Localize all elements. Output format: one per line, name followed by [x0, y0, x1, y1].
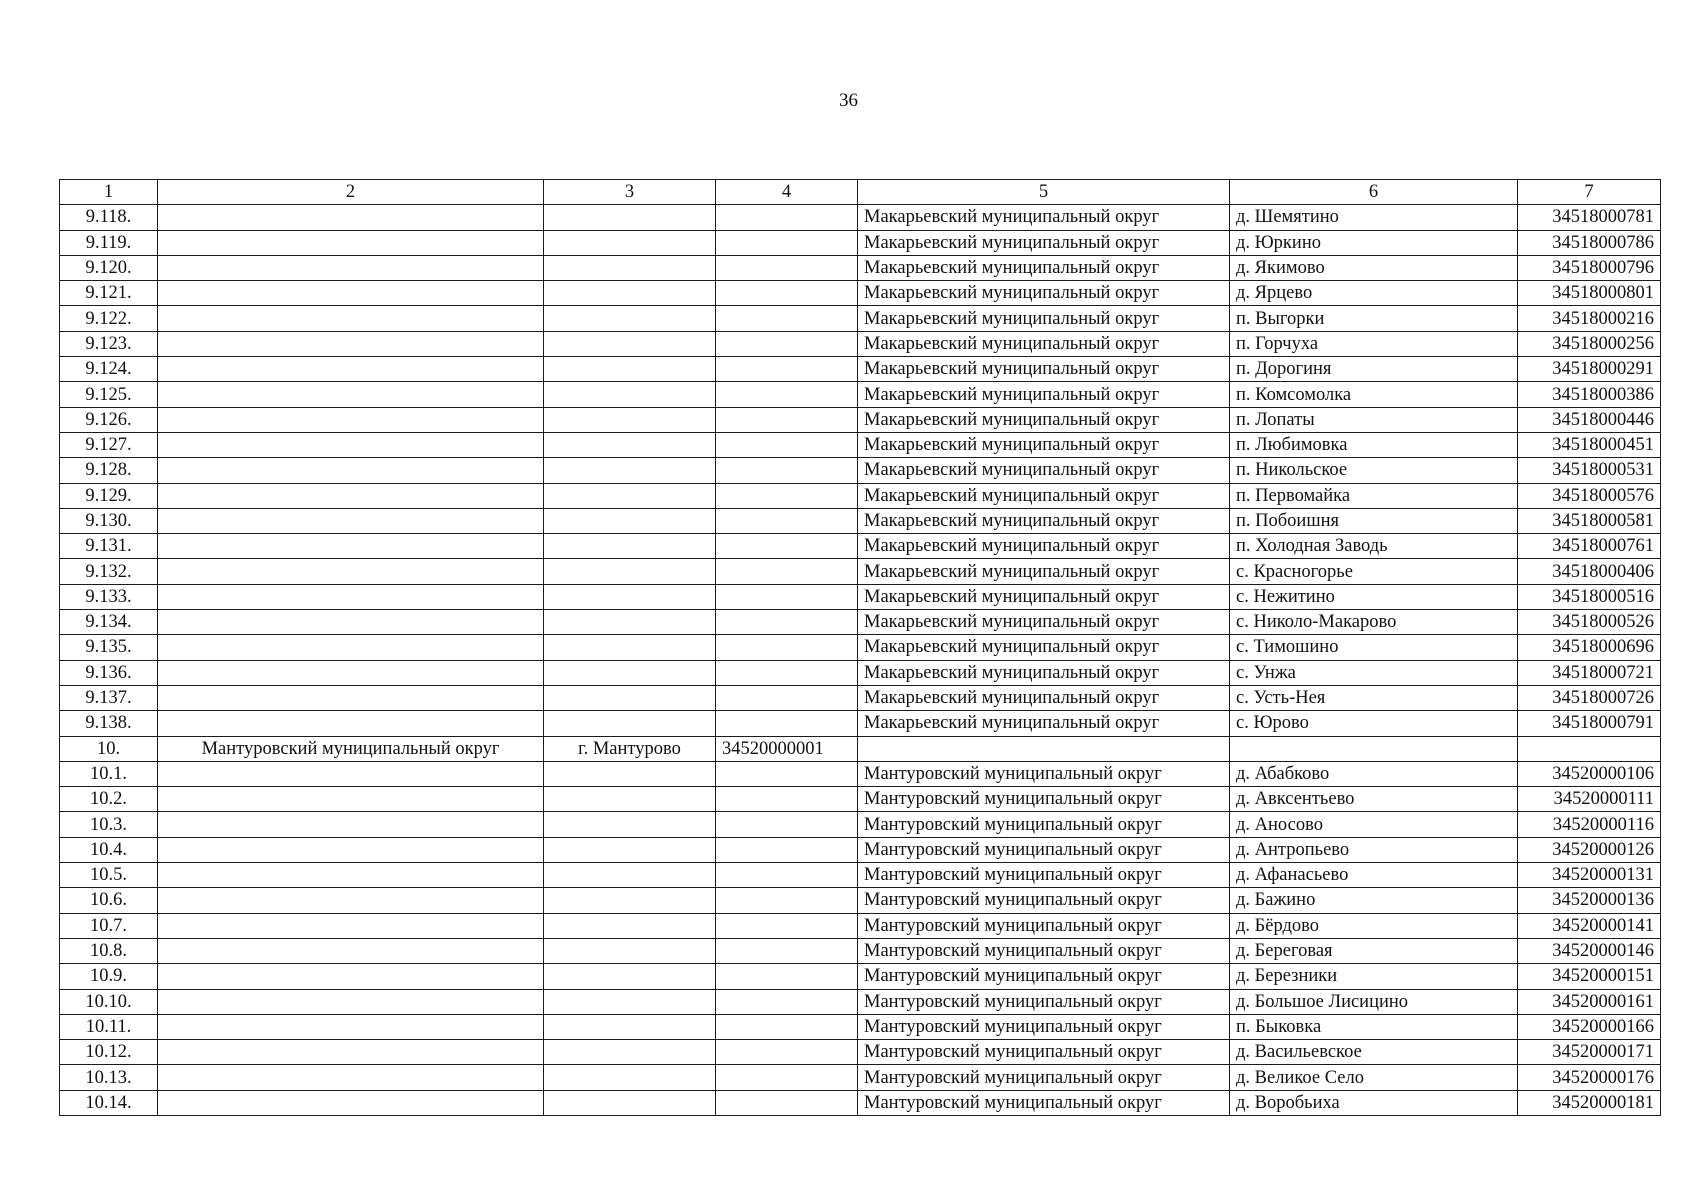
center-code-cell [716, 989, 858, 1014]
district-cell [158, 635, 544, 660]
row-number-cell: 9.125. [60, 382, 158, 407]
center-cell [544, 964, 716, 989]
center-cell [544, 1014, 716, 1039]
settlement-cell: д. Якимово [1230, 255, 1518, 280]
center-cell [544, 989, 716, 1014]
settlement-cell: с. Унжа [1230, 660, 1518, 685]
row-number-cell: 9.129. [60, 483, 158, 508]
oktmo-code-cell: 34518000761 [1518, 534, 1661, 559]
district-cell [158, 508, 544, 533]
municipality-cell: Макарьевский муниципальный округ [858, 635, 1230, 660]
settlement-cell: п. Лопаты [1230, 407, 1518, 432]
center-code-cell [716, 458, 858, 483]
table-row [60, 736, 1661, 761]
center-cell [544, 357, 716, 382]
municipality-cell: Мантуровский муниципальный округ [858, 964, 1230, 989]
oktmo-code-cell: 34518000451 [1518, 432, 1661, 457]
district-cell [158, 432, 544, 457]
settlement-cell: п. Горчуха [1230, 331, 1518, 356]
center-code-cell: 34520000001 [716, 736, 858, 761]
center-code-cell [716, 1014, 858, 1039]
district-cell [158, 230, 544, 255]
district-cell [158, 357, 544, 382]
settlement-cell: п. Быковка [1230, 1014, 1518, 1039]
center-cell [544, 559, 716, 584]
center-code-cell [716, 306, 858, 331]
center-code-cell [716, 205, 858, 230]
table-row [60, 331, 1661, 356]
table-row [60, 534, 1661, 559]
center-code-cell [716, 483, 858, 508]
center-code-cell [716, 1040, 858, 1065]
settlement-cell: п. Холодная Заводь [1230, 534, 1518, 559]
district-cell [158, 331, 544, 356]
center-cell [544, 458, 716, 483]
settlement-cell: д. Бёрдово [1230, 913, 1518, 938]
district-cell [158, 407, 544, 432]
table-row [60, 812, 1661, 837]
oktmo-code-cell: 34520000161 [1518, 989, 1661, 1014]
oktmo-code-cell: 34518000786 [1518, 230, 1661, 255]
table-row [60, 407, 1661, 432]
settlement-cell: д. Большое Лисицино [1230, 989, 1518, 1014]
center-cell [544, 432, 716, 457]
center-code-cell [716, 584, 858, 609]
settlement-cell: с. Усть-Нея [1230, 685, 1518, 710]
table-row [60, 432, 1661, 457]
table-row [60, 255, 1661, 280]
table-row [60, 1040, 1661, 1065]
row-number-cell: 9.126. [60, 407, 158, 432]
settlement-cell: д. Абабково [1230, 761, 1518, 786]
district-cell [158, 1040, 544, 1065]
oktmo-code-cell: 34518000516 [1518, 584, 1661, 609]
center-cell [544, 281, 716, 306]
district-cell [158, 989, 544, 1014]
municipality-cell: Макарьевский муниципальный округ [858, 559, 1230, 584]
table-row [60, 989, 1661, 1014]
oktmo-code-cell: 34518000801 [1518, 281, 1661, 306]
oktmo-code-cell: 34520000116 [1518, 812, 1661, 837]
center-code-cell [716, 508, 858, 533]
table-row [60, 685, 1661, 710]
oktmo-code-cell: 34518000726 [1518, 685, 1661, 710]
row-number-cell: 9.123. [60, 331, 158, 356]
municipality-cell: Макарьевский муниципальный округ [858, 331, 1230, 356]
center-code-cell [716, 255, 858, 280]
row-number-cell: 9.122. [60, 306, 158, 331]
center-cell [544, 711, 716, 736]
center-cell [544, 913, 716, 938]
row-number-cell: 9.130. [60, 508, 158, 533]
settlement-cell: п. Выгорки [1230, 306, 1518, 331]
oktmo-code-cell: 34518000581 [1518, 508, 1661, 533]
column-header: 6 [1230, 180, 1518, 205]
table-row [60, 205, 1661, 230]
row-number-cell: 9.120. [60, 255, 158, 280]
district-cell [158, 863, 544, 888]
municipality-cell: Макарьевский муниципальный округ [858, 508, 1230, 533]
settlement-cell: д. Юркино [1230, 230, 1518, 255]
table-row [60, 483, 1661, 508]
district-cell [158, 281, 544, 306]
municipality-cell: Мантуровский муниципальный округ [858, 1065, 1230, 1090]
district-cell [158, 938, 544, 963]
municipality-cell: Макарьевский муниципальный округ [858, 610, 1230, 635]
municipality-cell: Макарьевский муниципальный округ [858, 432, 1230, 457]
table-row [60, 281, 1661, 306]
district-cell [158, 787, 544, 812]
center-code-cell [716, 711, 858, 736]
center-code-cell [716, 1090, 858, 1115]
municipality-cell: Макарьевский муниципальный округ [858, 584, 1230, 609]
center-code-cell [716, 812, 858, 837]
municipality-cell: Мантуровский муниципальный округ [858, 837, 1230, 862]
oktmo-code-cell: 34520000166 [1518, 1014, 1661, 1039]
settlement-cell: д. Антропьево [1230, 837, 1518, 862]
oktmo-code-cell: 34518000791 [1518, 711, 1661, 736]
table-row [60, 230, 1661, 255]
municipality-cell: Макарьевский муниципальный округ [858, 382, 1230, 407]
center-cell [544, 863, 716, 888]
table-row [60, 938, 1661, 963]
center-cell [544, 205, 716, 230]
municipality-cell: Макарьевский муниципальный округ [858, 205, 1230, 230]
row-number-cell: 10.1. [60, 761, 158, 786]
oktmo-code-cell: 34520000181 [1518, 1090, 1661, 1115]
oktmo-code-cell: 34520000151 [1518, 964, 1661, 989]
center-cell [544, 635, 716, 660]
center-cell [544, 584, 716, 609]
center-cell [544, 888, 716, 913]
oktmo-code-cell: 34520000131 [1518, 863, 1661, 888]
settlement-cell: д. Береговая [1230, 938, 1518, 963]
row-number-cell: 9.135. [60, 635, 158, 660]
oktmo-code-cell: 34518000721 [1518, 660, 1661, 685]
municipality-cell: Мантуровский муниципальный округ [858, 787, 1230, 812]
municipality-cell: Макарьевский муниципальный округ [858, 407, 1230, 432]
district-cell [158, 1014, 544, 1039]
district-cell [158, 1065, 544, 1090]
municipality-cell: Мантуровский муниципальный округ [858, 1040, 1230, 1065]
center-cell [544, 837, 716, 862]
center-code-cell [716, 281, 858, 306]
center-cell [544, 306, 716, 331]
oktmo-code-cell: 34518000526 [1518, 610, 1661, 635]
center-cell [544, 534, 716, 559]
district-cell [158, 584, 544, 609]
row-number-cell: 9.134. [60, 610, 158, 635]
district-cell [158, 559, 544, 584]
center-cell [544, 787, 716, 812]
table-row [60, 458, 1661, 483]
municipality-cell: Мантуровский муниципальный округ [858, 989, 1230, 1014]
center-code-cell [716, 610, 858, 635]
row-number-cell: 9.118. [60, 205, 158, 230]
district-cell [158, 761, 544, 786]
center-code-cell [716, 913, 858, 938]
oktmo-code-cell: 34518000291 [1518, 357, 1661, 382]
oktmo-code-cell: 34518000796 [1518, 255, 1661, 280]
center-cell [544, 407, 716, 432]
oktmo-code-cell: 34520000146 [1518, 938, 1661, 963]
row-number-cell: 10.4. [60, 837, 158, 862]
center-cell [544, 685, 716, 710]
settlement-cell: с. Юрово [1230, 711, 1518, 736]
municipality-cell: Макарьевский муниципальный округ [858, 357, 1230, 382]
municipality-cell [858, 736, 1230, 761]
municipality-cell: Мантуровский муниципальный округ [858, 938, 1230, 963]
table-row [60, 888, 1661, 913]
oktmo-code-cell: 34518000531 [1518, 458, 1661, 483]
district-cell [158, 610, 544, 635]
settlement-cell: с. Красногорье [1230, 559, 1518, 584]
settlement-cell: п. Никольское [1230, 458, 1518, 483]
district-cell [158, 1090, 544, 1115]
settlement-cell: д. Бажино [1230, 888, 1518, 913]
center-cell [544, 508, 716, 533]
municipality-cell: Макарьевский муниципальный округ [858, 685, 1230, 710]
row-number-cell: 10.2. [60, 787, 158, 812]
row-number-cell: 10.14. [60, 1090, 158, 1115]
center-cell [544, 1090, 716, 1115]
settlement-cell: д. Березники [1230, 964, 1518, 989]
municipality-cell: Мантуровский муниципальный округ [858, 863, 1230, 888]
oktmo-code-cell: 34518000256 [1518, 331, 1661, 356]
center-code-cell [716, 888, 858, 913]
oktmo-code-cell [1518, 736, 1661, 761]
district-cell [158, 205, 544, 230]
column-header: 7 [1518, 180, 1661, 205]
settlement-cell: п. Комсомолка [1230, 382, 1518, 407]
settlement-cell: п. Дорогиня [1230, 357, 1518, 382]
district-cell [158, 255, 544, 280]
oktmo-code-cell: 34520000171 [1518, 1040, 1661, 1065]
table-row [60, 584, 1661, 609]
settlement-cell: п. Побоишня [1230, 508, 1518, 533]
oktmo-code-cell: 34520000176 [1518, 1065, 1661, 1090]
settlement-cell: д. Воробьиха [1230, 1090, 1518, 1115]
row-number-cell: 9.137. [60, 685, 158, 710]
municipality-cell: Макарьевский муниципальный округ [858, 711, 1230, 736]
center-code-cell [716, 863, 858, 888]
center-cell [544, 1040, 716, 1065]
oktmo-code-cell: 34518000576 [1518, 483, 1661, 508]
column-header: 3 [544, 180, 716, 205]
column-header: 5 [858, 180, 1230, 205]
municipality-cell: Мантуровский муниципальный округ [858, 812, 1230, 837]
district-cell [158, 685, 544, 710]
center-code-cell [716, 787, 858, 812]
oktmo-code-cell: 34518000781 [1518, 205, 1661, 230]
district-cell [158, 913, 544, 938]
row-number-cell: 9.119. [60, 230, 158, 255]
register-table [59, 179, 1661, 1116]
oktmo-code-cell: 34518000446 [1518, 407, 1661, 432]
row-number-cell: 9.128. [60, 458, 158, 483]
column-header: 2 [158, 180, 544, 205]
center-cell [544, 331, 716, 356]
center-code-cell [716, 685, 858, 710]
district-cell [158, 812, 544, 837]
municipality-cell: Мантуровский муниципальный округ [858, 1090, 1230, 1115]
settlement-cell: д. Ярцево [1230, 281, 1518, 306]
center-code-cell [716, 1065, 858, 1090]
center-cell [544, 483, 716, 508]
district-cell [158, 458, 544, 483]
center-cell [544, 938, 716, 963]
settlement-cell: д. Великое Село [1230, 1065, 1518, 1090]
settlement-cell: с. Тимошино [1230, 635, 1518, 660]
center-code-cell [716, 534, 858, 559]
table-row [60, 559, 1661, 584]
oktmo-code-cell: 34518000406 [1518, 559, 1661, 584]
table-row [60, 761, 1661, 786]
district-cell [158, 382, 544, 407]
table-row [60, 382, 1661, 407]
district-cell [158, 660, 544, 685]
table-row [60, 1065, 1661, 1090]
row-number-cell: 10.7. [60, 913, 158, 938]
municipality-cell: Макарьевский муниципальный округ [858, 281, 1230, 306]
oktmo-code-cell: 34520000141 [1518, 913, 1661, 938]
district-cell [158, 888, 544, 913]
oktmo-code-cell: 34520000126 [1518, 837, 1661, 862]
center-code-cell [716, 382, 858, 407]
table-row [60, 964, 1661, 989]
center-cell [544, 382, 716, 407]
center-code-cell [716, 230, 858, 255]
oktmo-code-cell: 34520000106 [1518, 761, 1661, 786]
municipality-cell: Макарьевский муниципальный округ [858, 230, 1230, 255]
oktmo-code-cell: 34520000136 [1518, 888, 1661, 913]
row-number-cell: 10. [60, 736, 158, 761]
row-number-cell: 9.131. [60, 534, 158, 559]
district-cell [158, 483, 544, 508]
center-code-cell [716, 357, 858, 382]
center-code-cell [716, 331, 858, 356]
table-row [60, 357, 1661, 382]
row-number-cell: 10.9. [60, 964, 158, 989]
center-cell [544, 761, 716, 786]
municipality-cell: Мантуровский муниципальный округ [858, 761, 1230, 786]
center-code-cell [716, 432, 858, 457]
municipality-cell: Мантуровский муниципальный округ [858, 913, 1230, 938]
table-row [60, 913, 1661, 938]
table-row [60, 306, 1661, 331]
municipality-cell: Макарьевский муниципальный округ [858, 306, 1230, 331]
table-row [60, 660, 1661, 685]
settlement-cell: д. Афанасьево [1230, 863, 1518, 888]
table-row [60, 1014, 1661, 1039]
row-number-cell: 10.5. [60, 863, 158, 888]
table-row [60, 610, 1661, 635]
municipality-cell: Мантуровский муниципальный округ [858, 1014, 1230, 1039]
row-number-cell: 9.136. [60, 660, 158, 685]
municipality-cell: Макарьевский муниципальный округ [858, 483, 1230, 508]
table-row [60, 508, 1661, 533]
row-number-cell: 10.3. [60, 812, 158, 837]
row-number-cell: 10.12. [60, 1040, 158, 1065]
center-cell [544, 610, 716, 635]
row-number-cell: 9.124. [60, 357, 158, 382]
page-number: 36 [839, 90, 858, 111]
settlement-cell: д. Шемятино [1230, 205, 1518, 230]
municipality-cell: Макарьевский муниципальный округ [858, 660, 1230, 685]
settlement-cell: п. Первомайка [1230, 483, 1518, 508]
oktmo-code-cell: 34518000216 [1518, 306, 1661, 331]
table-row [60, 837, 1661, 862]
column-header: 4 [716, 180, 858, 205]
municipality-cell: Макарьевский муниципальный округ [858, 534, 1230, 559]
table-row [60, 1090, 1661, 1115]
center-cell [544, 1065, 716, 1090]
district-cell: Мантуровский муниципальный округ [158, 736, 544, 761]
municipality-cell: Макарьевский муниципальный округ [858, 458, 1230, 483]
district-cell [158, 534, 544, 559]
settlement-cell: д. Авксентьево [1230, 787, 1518, 812]
oktmo-code-cell: 34520000111 [1518, 787, 1661, 812]
table-row [60, 635, 1661, 660]
center-cell: г. Мантурово [544, 736, 716, 761]
center-code-cell [716, 407, 858, 432]
table-body [60, 205, 1661, 1116]
row-number-cell: 9.138. [60, 711, 158, 736]
center-code-cell [716, 761, 858, 786]
center-code-cell [716, 938, 858, 963]
table-row [60, 863, 1661, 888]
row-number-cell: 10.11. [60, 1014, 158, 1039]
center-code-cell [716, 635, 858, 660]
row-number-cell: 9.127. [60, 432, 158, 457]
center-cell [544, 230, 716, 255]
center-code-cell [716, 559, 858, 584]
municipality-cell: Мантуровский муниципальный округ [858, 888, 1230, 913]
district-cell [158, 306, 544, 331]
center-cell [544, 812, 716, 837]
settlement-cell: д. Васильевское [1230, 1040, 1518, 1065]
column-header: 1 [60, 180, 158, 205]
row-number-cell: 9.133. [60, 584, 158, 609]
municipality-cell: Макарьевский муниципальный округ [858, 255, 1230, 280]
settlement-cell: с. Нежитино [1230, 584, 1518, 609]
center-cell [544, 255, 716, 280]
row-number-cell: 9.121. [60, 281, 158, 306]
oktmo-code-cell: 34518000696 [1518, 635, 1661, 660]
row-number-cell: 9.132. [60, 559, 158, 584]
district-cell [158, 711, 544, 736]
district-cell [158, 964, 544, 989]
table-row [60, 711, 1661, 736]
column-number-row [60, 180, 1661, 205]
table-row [60, 787, 1661, 812]
row-number-cell: 10.8. [60, 938, 158, 963]
oktmo-code-cell: 34518000386 [1518, 382, 1661, 407]
settlement-cell: п. Любимовка [1230, 432, 1518, 457]
row-number-cell: 10.13. [60, 1065, 158, 1090]
row-number-cell: 10.6. [60, 888, 158, 913]
settlement-cell: с. Николо-Макарово [1230, 610, 1518, 635]
center-code-cell [716, 964, 858, 989]
center-code-cell [716, 837, 858, 862]
district-cell [158, 837, 544, 862]
settlement-cell: д. Аносово [1230, 812, 1518, 837]
center-code-cell [716, 660, 858, 685]
settlement-cell [1230, 736, 1518, 761]
row-number-cell: 10.10. [60, 989, 158, 1014]
center-cell [544, 660, 716, 685]
